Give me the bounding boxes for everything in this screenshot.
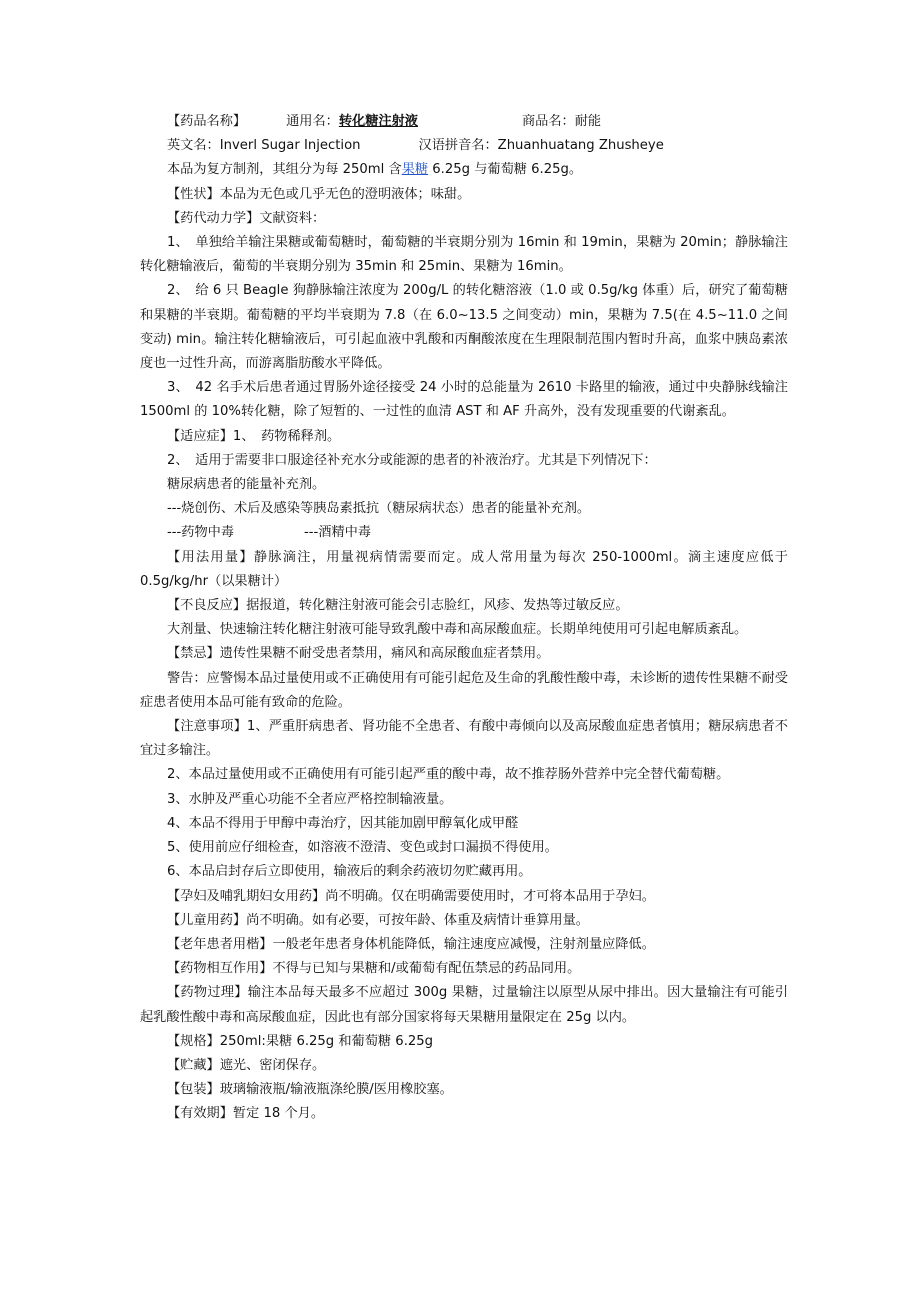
drug-name-line xyxy=(140,110,788,134)
composition-line xyxy=(140,158,788,182)
pinyin-name-label: 汉语拼音名： xyxy=(418,138,498,154)
english-name-line xyxy=(140,134,788,158)
shelf-life-section: 【有效期】暂定 18 个月。 xyxy=(167,1106,325,1122)
appearance-section: 【性状】本品为无色或几乎无色的澄明液体；味甜。 xyxy=(167,186,471,202)
precaution-item-2: 2、本品过量使用或不正确使用有可能引起严重的酸中毒，故不推荐肠外营养中完全替代葡萄糖。 xyxy=(167,767,730,783)
overdose-section: 【药物过理】输注本品每天最多不应超过 300g 果糖，过量输注以原型从尿中排出。因大量输注有可能引起乳酸性酸中毒和高尿酸血症，因此也有部分国家将每天果糖用量限定在 25g 以内。 xyxy=(140,985,788,1025)
pk-item-1: 1、 单独给羊输注果糖或葡萄糖时，葡萄糖的半衰期分别为 16min 和 19min，果糖为 20min；静脉输注转化糖输液后，葡萄的半衰期分别为 35min 和 25min、果糖为 16min。 xyxy=(140,235,788,275)
interactions-section: 【药物相互作用】不得与已知与果糖和/或葡萄有配伍禁忌的药品同用。 xyxy=(167,961,581,977)
precaution-item-6: 6、本品启封存后立即使用，输液后的剩余药液切勿贮藏再用。 xyxy=(167,864,532,880)
dosage-section: 【用法用量】静脉滴注，用量视病情需要而定。成人常用量为每次 250-1000ml。滴主速度应低于 0.5g/kg/hr（以果糖计） xyxy=(140,549,788,589)
fructose-link[interactable]: 果糖 xyxy=(401,162,429,178)
indication-poisoning-line xyxy=(140,521,788,545)
indication-alcohol-poisoning: ---酒精中毒 xyxy=(304,525,372,541)
storage-section: 【贮藏】遮光、密闭保存。 xyxy=(167,1057,326,1073)
drug-name-tag: 【药品名称】 xyxy=(167,114,247,129)
pinyin-name-value: Zhuanhuatang Zhusheye xyxy=(497,138,664,154)
composition-pre: 本品为复方制剂，其组分为每 250ml 含 xyxy=(167,162,402,178)
adverse-reactions-detail: 大剂量、快速输注转化糖注射液可能导致乳酸中毒和高尿酸血症。长期单纯使用可引起电解质紊乱。 xyxy=(167,622,748,638)
trade-name-value: 耐能 xyxy=(574,114,602,129)
specification-section: 【规格】250ml:果糖 6.25g 和葡萄糖 6.25g xyxy=(167,1033,434,1049)
drug-leaflet xyxy=(140,110,788,1127)
pk-item-3: 3、 42 名手术后患者通过胃肠外途径接受 24 小时的总能量为 2610 卡路里的输液，通过中央静脉线输注 1500ml 的 10%转化糖，除了短暂的、一过性的血清 AST 和 AF 升高外，没有发现重要的代谢紊乱。 xyxy=(140,380,788,420)
precaution-item-5: 5、使用前应仔细检查，如溶液不澄清、变色或封口漏损不得使用。 xyxy=(167,840,558,856)
pk-item-2: 2、 给 6 只 Beagle 狗静脉输注浓度为 200g/L 的转化糖溶液（1.0 或 0.5g/kg 体重）后，研究了葡萄糖和果糖的半衰期。葡萄糖的平均半衰期为 7.8（在 6.0~13.5 之间变动）min，果糖为 7.5(在 4.5~11.0 之间变动) min。输注转化糖输液后，可引起血液中乳酸和丙酮酸浓度在生理限制范围内暂时升高，血浆中胰岛素浓度也一过性升高，而游离脂肪酸水平降低。 xyxy=(140,283,788,372)
precaution-item-4: 4、本品不得用于甲醇中毒治疗，因其能加剧甲醇氧化成甲醛 xyxy=(167,815,519,831)
indication-diabetes: 糖尿病患者的能量补充剂。 xyxy=(167,477,326,493)
precaution-item-3: 3、水肿及严重心功能不全者应严格控制输液量。 xyxy=(167,791,453,807)
pharmacokinetics-heading: 【药代动力学】文献资料： xyxy=(167,210,326,226)
packaging-section: 【包装】玻璃输液瓶/输液瓶涤纶膜/医用橡胶塞。 xyxy=(167,1082,453,1098)
indication-drug-poisoning: ---药物中毒 xyxy=(167,525,235,541)
pediatric-section: 【儿童用药】尚不明确。如有必要，可按年龄、体重及病情计垂算用量。 xyxy=(167,912,589,928)
english-name-value: Inverl Sugar Injection xyxy=(219,138,361,154)
trade-name-label: 商品名： xyxy=(522,114,575,129)
indication-insulin-resistance: ---烧创伤、术后及感染等胰岛素抵抗（糖尿病状态）患者的能量补充剂。 xyxy=(167,501,591,517)
indication-item-2: 2、 适用于需要非口服途径补充水分或能源的患者的补液治疗。尤其是下列情况下： xyxy=(167,452,657,468)
english-name-label: 英文名： xyxy=(167,138,220,154)
adverse-reactions-section: 【不良反应】据报道，转化糖注射液可能会引志脸红，风疹、发热等过敏反应。 xyxy=(167,598,629,614)
generic-name-label: 通用名： xyxy=(286,114,339,129)
indications-section: 【适应症】1、 药物稀释剂。 xyxy=(167,428,341,444)
composition-post: 6.25g 与葡萄糖 6.25g。 xyxy=(428,162,583,178)
generic-name-value: 转化糖注射液 xyxy=(338,114,418,129)
pregnancy-section: 【孕妇及哺乳期妇女用药】尚不明确。仅在明确需要使用时，才可将本品用于孕妇。 xyxy=(167,888,655,904)
warning-paragraph: 警告：应警惕本品过量使用或不正确使用有可能引起危及生命的乳酸性酸中毒，未诊断的遗传性果糖不耐受症患者使用本品可能有致命的危险。 xyxy=(140,670,788,710)
contraindications-section: 【禁忌】遗传性果糖不耐受患者禁用，痛风和高尿酸血症者禁用。 xyxy=(167,646,550,662)
precautions-section: 【注意事项】1、严重肝病患者、肾功能不全患者、有酸中毒倾向以及高尿酸血症患者慎用；糖尿病患者不宜过多输注。 xyxy=(140,719,788,759)
geriatric-section: 【老年患者用楷】一般老年患者身体机能降低，输注速度应减慢，注射剂量应降低。 xyxy=(167,936,655,952)
